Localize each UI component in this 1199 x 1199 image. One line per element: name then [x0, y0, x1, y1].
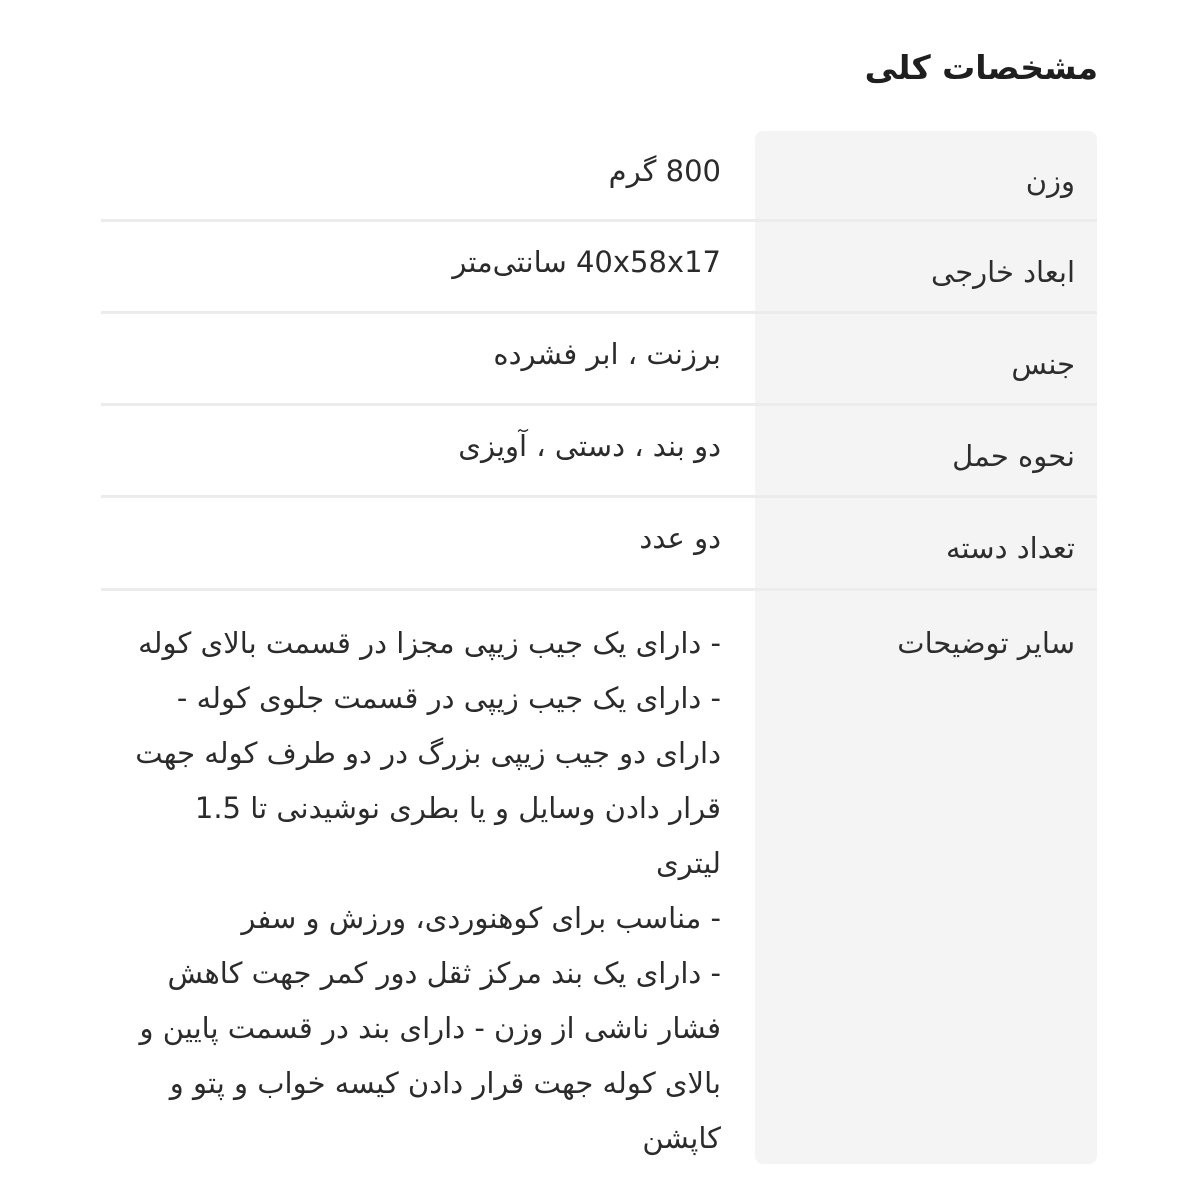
spec-description — [101, 591, 755, 1164]
spec-value: دو عدد — [639, 521, 721, 555]
spec-value: 40x58x17 سانتی‌متر — [452, 245, 721, 279]
description-paragraph: - دارای یک بند مرکز ثقل دور کمر جهت کاهش فشار ناشی از وزن - دارای بند در قسمت پایین و بالای کوله جهت قرار دادن کیسه خواب و پتو و کاپشن — [139, 956, 721, 1155]
spec-value: برزنت ، ابر فشرده — [493, 337, 721, 371]
spec-row-dimensions — [101, 222, 1097, 314]
spec-key: سایر توضیحات — [755, 591, 1097, 1164]
spec-key: نحوه حمل — [755, 406, 1097, 495]
spec-row-other-details — [101, 591, 1097, 1164]
description-paragraph: - دارای یک جیب زیپی مجزا در قسمت بالای کوله - دارای یک جیب زیپی در قسمت جلوی کوله - دارای دو جیب زیپی بزرگ در دو طرف کوله جهت قرار دادن وسایل و یا بطری نوشیدنی تا 1.5 لیتری — [135, 626, 721, 880]
spec-key: تعداد دسته — [755, 498, 1097, 588]
spec-row-carry-method — [101, 406, 1097, 498]
spec-key: وزن — [755, 131, 1097, 219]
spec-row-weight — [101, 131, 1097, 222]
spec-key: جنس — [755, 314, 1097, 403]
section-title: مشخصات کلی — [864, 48, 1098, 87]
specs-table — [101, 131, 1097, 1164]
spec-key: ابعاد خارجی — [755, 222, 1097, 311]
spec-row-material — [101, 314, 1097, 406]
spec-value: 800 گرم — [608, 154, 721, 188]
description-paragraph: - مناسب برای کوهنوردی، ورزش و سفر — [241, 901, 721, 935]
spec-value: دو بند ، دستی ، آویزی — [458, 429, 721, 463]
spec-row-handle-count — [101, 498, 1097, 591]
